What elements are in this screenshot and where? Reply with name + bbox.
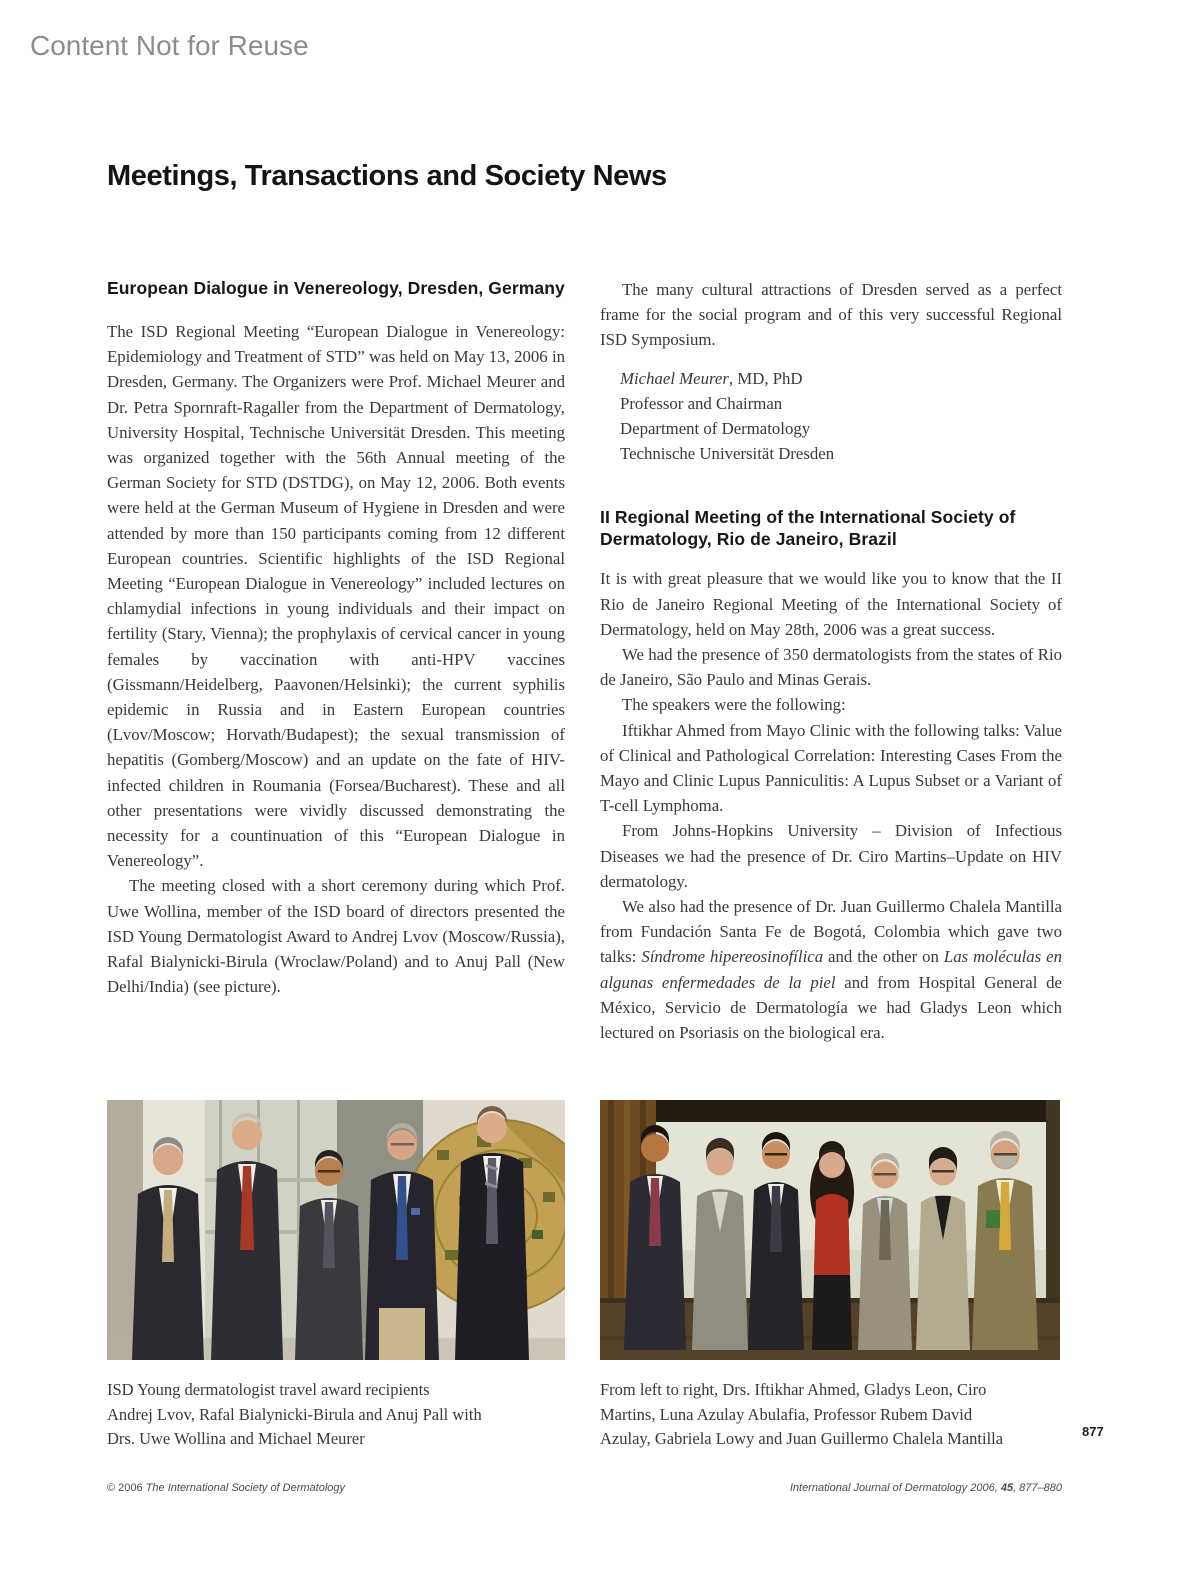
signature-name-line	[620, 366, 1062, 391]
section-heading-rio: II Regional Meeting of the International Society of Dermatology, Rio de Janeiro, Brazil	[600, 507, 1016, 550]
signature-role: Professor and Chairman	[620, 393, 783, 413]
footer-journal-citation	[600, 1482, 1062, 1494]
page-title: Meetings, Transactions and Society News	[107, 160, 667, 192]
dresden-group-photo	[107, 1100, 565, 1360]
signature-degrees: , MD, PhD	[728, 368, 803, 388]
caption-line: Martins, Luna Azulay Abulafia, Professor Rubem David	[600, 1404, 973, 1424]
watermark-content-not-for-reuse: Content Not for Reuse	[30, 30, 309, 61]
person-silhouette	[810, 1141, 854, 1350]
journal-volume: 45	[1000, 1482, 1014, 1494]
caption-line: Azulay, Gabriela Lowy and Juan Guillermo Chalela Mantilla	[600, 1429, 1004, 1448]
signature-university: Technische Universität Dresden	[620, 444, 835, 464]
paragraph: We had the presence of 350 dermatologists from the states of Rio de Janeiro, São Paulo and Minas Gerais.	[600, 645, 1062, 690]
paragraph	[600, 894, 1062, 1045]
copyright-society: The International Society of Dermatology	[145, 1482, 346, 1494]
caption-line: Drs. Uwe Wollina and Michael Meurer	[107, 1429, 365, 1448]
caption-rio-photo	[600, 1378, 1060, 1452]
paragraph: Iftikhar Ahmed from Mayo Clinic with the following talks: Value of Clinical and Pathological Correlation: Interesting Cases From the Mayo and Clinic Lupus Panniculitis: A Lupus Subset or a Variant of T-cell Lymphoma.	[600, 720, 1062, 816]
dresden-group-photo-illustration	[107, 1100, 565, 1360]
paragraph: The ISD Regional Meeting “European Dialogue in Venereology: Epidemiology and Treatment of STD” was held on May 13, 2006 in Dresden, Germany. The Organizers were Prof. Michael Meurer and Dr. Petra Spornraft-Ragaller from the Department of Dermatology, University Hospital, Technische Universität Dresden. This meeting was organized together with the 56th Annual meeting of the German Society for STD (DSTDG), on May 12, 2006. Both events were held at the German Museum of Hygiene in Dresden and were attended by more than 150 participants coming from 12 different European countries. Scientific highlights of the ISD Regional Meeting “European Dialogue in Venereology” included lectures on chlamydial infections in young individuals and their impact on fertility (Stary, Vienna); the prophylaxis of cervical cancer in young females by vaccination with anti-HPV vaccines (Gissmann/Heidelberg, Paavonen/Helsinki); the current syphilis epidemic in Russia and in Eastern European countries (Lvov/Moscow; Horvath/Budapest); the sexual transmission of hepatitis (Gomberg/Moscow) and an update on the fate of HIV-infected children in Roumania (Forsea/Bucharest). These and all other presentations were vividly discussed demonstrating the necessity for a countinuation of this “European Dialogue in Venereology”.	[107, 322, 565, 871]
talk-title-italic: Síndrome hipereosinofílica	[641, 947, 824, 967]
paragraph-segment: We also had the presence of Dr. Juan Guillermo Chalela Mantilla from Fundación Santa Fe de Bogotá, Colombia which gave two talks:	[600, 897, 1062, 967]
rio-group-photo	[600, 1100, 1060, 1360]
signature-block	[620, 366, 1062, 467]
signature-name: Michael Meurer	[620, 368, 729, 388]
column-right	[600, 277, 1062, 1045]
journal-pages: , 877–880	[1013, 1482, 1062, 1494]
journal-year: 2006,	[967, 1482, 1001, 1494]
paragraph: It is with great pleasure that we would like you to know that the II Rio de Janeiro Regional Meeting of the International Society of Dermatology, held on May 28th, 2006 was a great success.	[600, 569, 1062, 639]
talk-title-italic: Las moléculas en algunas enfermedades de la piel	[600, 947, 1062, 992]
section-heading-dresden: European Dialogue in Venereology, Dresden, Germany	[107, 278, 565, 298]
rio-group-photo-illustration	[600, 1100, 1060, 1360]
paragraph: The speakers were the following:	[622, 695, 846, 715]
caption-line: From left to right, Drs. Iftikhar Ahmed, Gladys Leon, Ciro	[600, 1380, 987, 1399]
copyright-year: © 2006	[107, 1482, 146, 1494]
column-left	[107, 277, 565, 999]
paragraph: The meeting closed with a short ceremony during which Prof. Uwe Wollina, member of the ISD board of directors presented the ISD Young Dermatologist Award to Andrej Lvov (Moscow/Russia), Rafal Bialynicki-Birula (Wroclaw/Poland) and to Anuj Pall (New Delhi/India) (see picture).	[107, 876, 565, 997]
paragraph-segment: and the other on	[823, 947, 944, 967]
signature-dept: Department of Dermatology	[620, 419, 811, 439]
footer-copyright	[107, 1482, 345, 1494]
caption-line: Andrej Lvov, Rafal Bialynicki-Birula and Anuj Pall with	[107, 1404, 482, 1424]
journal-title: International Journal of Dermatology	[789, 1482, 968, 1494]
paragraph: The many cultural attractions of Dresden served as a perfect frame for the social program and of this very successful Regional ISD Symposium.	[600, 280, 1062, 350]
caption-dresden-photo	[107, 1378, 567, 1452]
paragraph-segment: and from Hospital General de México, Servicio de Dermatología we had Gladys Leon which lectured on Psoriasis on the biological era.	[600, 972, 1062, 1043]
page-number: 877	[1082, 1424, 1104, 1439]
paragraph: From Johns-Hopkins University – Division of Infectious Diseases we had the presence of Dr. Ciro Martins–Update on HIV dermatology.	[600, 821, 1062, 891]
caption-line: ISD Young dermatologist travel award recipients	[107, 1380, 430, 1399]
